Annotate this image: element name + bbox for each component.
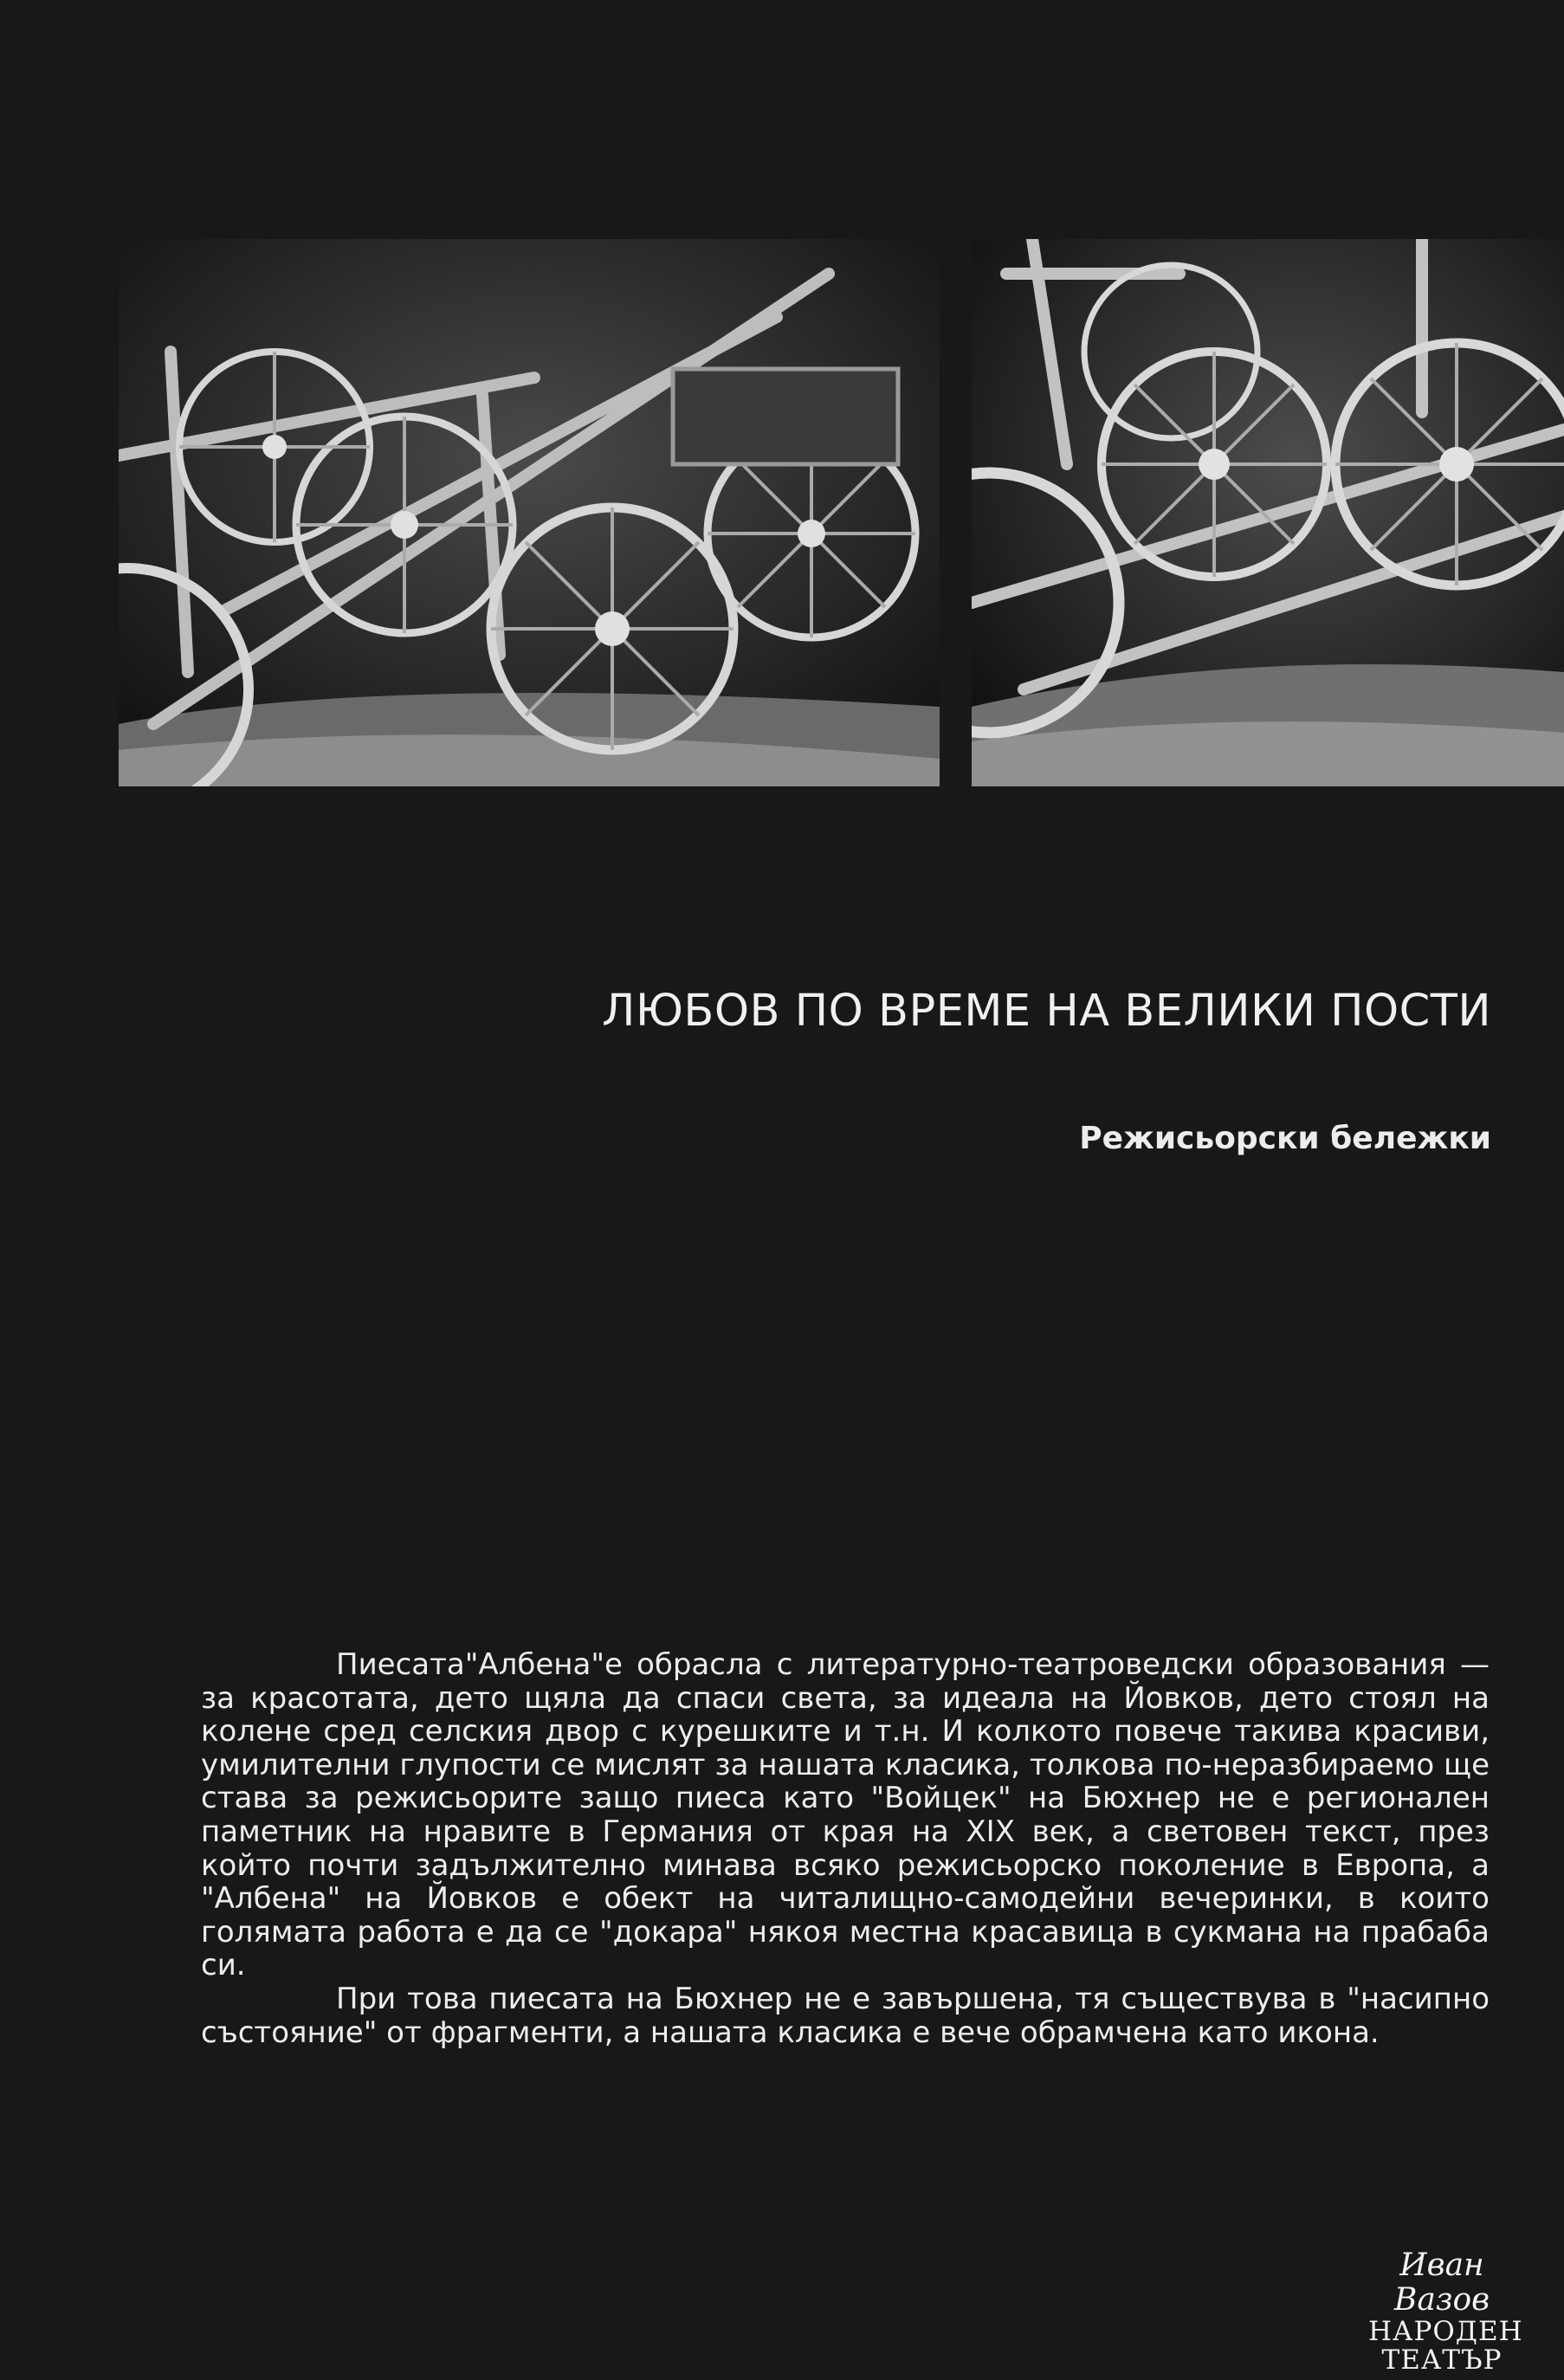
paragraph: Пиесата"Албена"е обрасла с литературно-театроведски образования — за красотата, дето щяла да спаси света, за идеала на Йовков, дето стоял на колене сред селския двор с курешките и т.н. И колкото повече такива красиви, умилителни глупости се мислят за нашата класика, толкова по-неразбираемо ще става за режисьорите защо пиеса като "Войцек" на Бюхнер не е регионален паметник на нравите в Германия от края на XIX век, а световен текст, през който почти задължително минава всяко режисьорско поколение в Европа, а "Албена" на Йовков е обект на читалищно-самодейни вечеринки, в които голямата работа е да се "докара" някоя местна красавица в сукмана на прабаба си. — [201, 1647, 1490, 1983]
page-subtitle: Режисьорски бележки — [1079, 1121, 1491, 1156]
national-theatre-logo — [1368, 2247, 1523, 2376]
wagon-wheels-photo — [972, 239, 1564, 786]
article-body — [201, 1648, 1490, 2049]
photo-wagon-wheels-left — [119, 239, 940, 786]
logo-line-1: НАРОДЕН — [1368, 2316, 1523, 2347]
paragraph: При това пиесата на Бюхнер не е завършена, тя съществува в "насипно състояние" от фрагменти, а нашата класика е вече обрамчена като икона. — [201, 1981, 1490, 2050]
wagon-wheels-photo — [119, 239, 940, 786]
page-title: ЛЮБОВ ПО ВРЕМЕ НА ВЕЛИКИ ПОСТИ — [602, 986, 1491, 1037]
logo-line-2: ТЕАТЪР — [1381, 2344, 1503, 2376]
photo-wagon-wheels-right — [972, 239, 1564, 786]
logo-signature: Иван Вазов — [1393, 2247, 1490, 2318]
